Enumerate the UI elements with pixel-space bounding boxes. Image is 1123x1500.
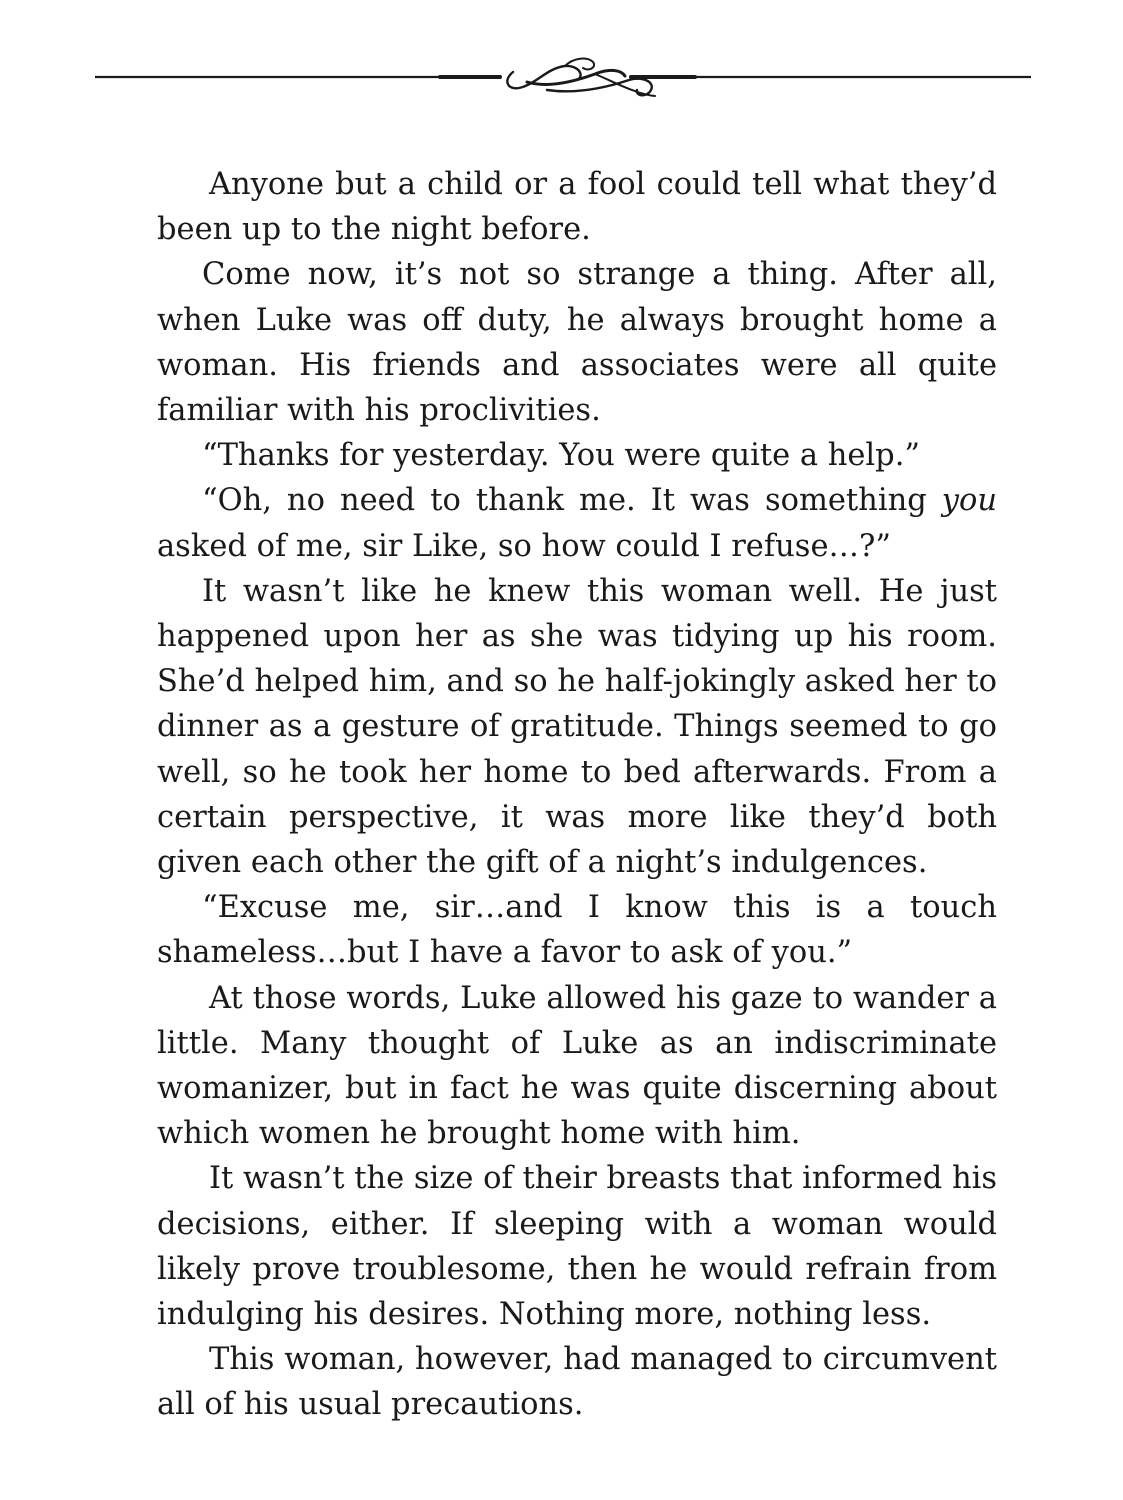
paragraph: “Excuse me, sir…and I know this is a touch shameless…but I have a favor to ask of you.” [157, 890, 997, 971]
flourish-divider-icon [95, 50, 1031, 110]
paragraph-part: “Oh, no need to thank me. It was something [202, 483, 942, 519]
body-text [157, 162, 997, 1428]
paragraph: Come now, it’s not so strange a thing. After all, when Luke was off duty, he always brought home a woman. His friends and associates were all quite familiar with his proclivities. [157, 257, 997, 429]
paragraph: At those words, Luke allowed his gaze to wander a little. Many thought of Luke as an indiscriminate womanizer, but in fact he was quite discerning about which women he brought home with him. [157, 980, 997, 1152]
paragraph: It wasn’t like he knew this woman well. He just happened upon her as she was tidying up his room. She’d helped him, and so he half-jokingly asked her to dinner as a gesture of gratitude. Things seemed to go well, so he took her home to bed afterwards. From a certain perspective, it was more like they’d both given each other the gift of a night’s indulgences. [157, 573, 997, 881]
paragraph: Anyone but a child or a fool could tell what they’d been up to the night before. [157, 167, 997, 248]
paragraph: It wasn’t the size of their breasts that informed his decisions, either. If sleeping with a woman would likely prove troublesome, then he would refrain from indulging his desires. Nothing more, nothing less. [157, 1161, 997, 1333]
emphasis-text: you [941, 483, 997, 519]
paragraph: “Thanks for yesterday. You were quite a help.” [202, 438, 920, 474]
paragraph: This woman, however, had managed to circumvent all of his usual precautions. [157, 1342, 997, 1423]
paragraph-part: asked of me, sir Like, so how could I refuse…?” [157, 528, 891, 564]
paragraph [157, 478, 997, 568]
